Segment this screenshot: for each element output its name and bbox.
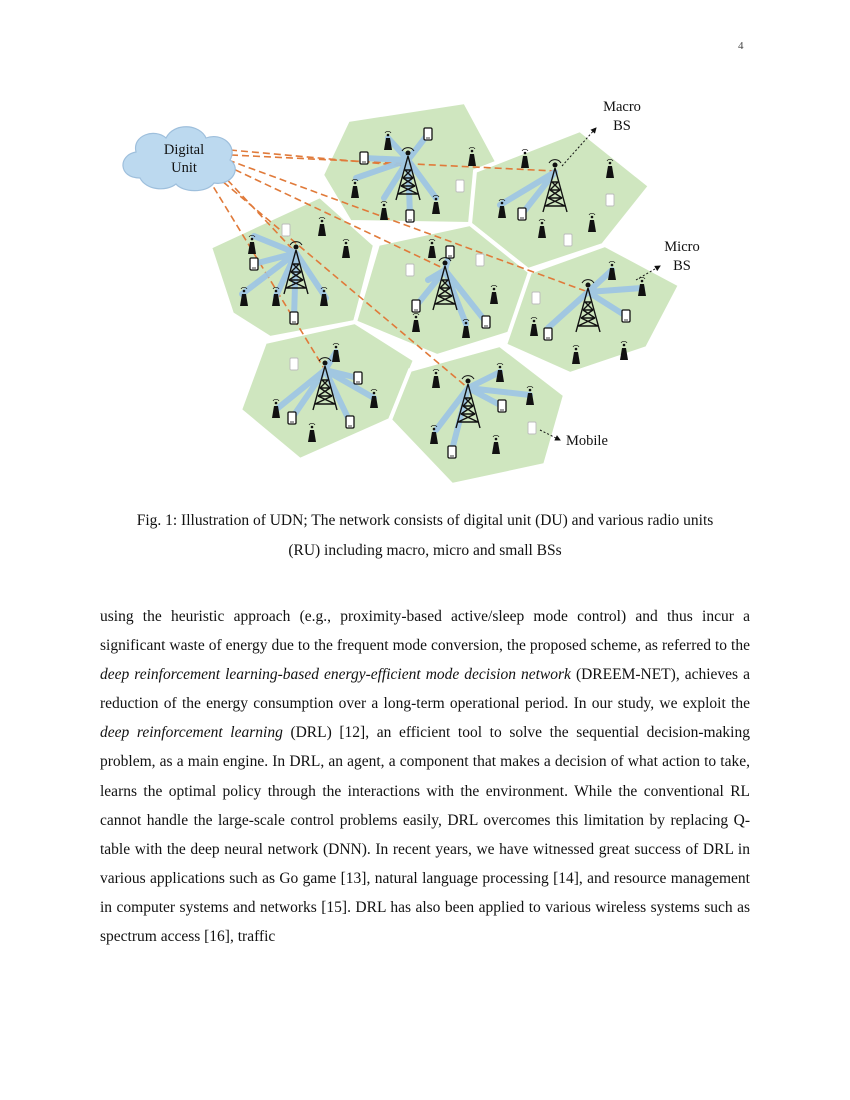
micro-label-1: Micro bbox=[664, 239, 700, 255]
body-text-1: using the heuristic approach (e.g., proximity-based active/sleep mode control) and thus incur a significant waste of energy due to the frequent mode conversion, the proposed scheme, as referred to the bbox=[100, 608, 750, 655]
digital-unit-label-1: Digital bbox=[163, 142, 205, 158]
digital-unit-label-2: Unit bbox=[171, 160, 197, 176]
body-emphasis-1: deep reinforcement learning-based energy-efficient mode decision network bbox=[100, 666, 571, 684]
body-text-3: (DRL) [12], an efficient tool to solve the sequential decision-making problem, as a main engine. In DRL, an agent, a component that makes a decision of what action to take, learns the optimal policy through the interactions with the environment. While the conventional RL cannot handle the large-scale control problems easily, DRL overcomes this limitation by replacing Q-table with the deep neural network (DNN). In recent years, we have witnessed great success of DRL in various applications such as Go game [13], natural language processing [14], and resource management in computer systems and networks [15]. DRL has also been applied to various wireless systems such as spectrum access [16], traffic bbox=[100, 724, 750, 946]
micro-label-2: BS bbox=[673, 258, 691, 274]
digital-unit-cloud bbox=[123, 127, 235, 191]
figure-caption bbox=[100, 506, 750, 566]
page-number: 4 bbox=[738, 40, 744, 52]
mobile-icon bbox=[424, 128, 432, 140]
body-paragraph bbox=[100, 602, 750, 951]
mobile-label: Mobile bbox=[566, 433, 608, 449]
macro-label-2: BS bbox=[613, 118, 631, 134]
udn-figure bbox=[0, 0, 850, 500]
body-text-2: (DREEM-NET), achieves a reduction of the energy consumption over a long-term operational period. In our study, we exploit the bbox=[100, 666, 750, 713]
body-emphasis-2: deep reinforcement learning bbox=[100, 724, 283, 742]
macro-label-1: Macro bbox=[603, 99, 641, 115]
caption-line-2: (RU) including macro, micro and small BSs bbox=[288, 542, 562, 559]
caption-line-1: Fig. 1: Illustration of UDN; The network consists of digital unit (DU) and various radio units bbox=[136, 512, 714, 529]
